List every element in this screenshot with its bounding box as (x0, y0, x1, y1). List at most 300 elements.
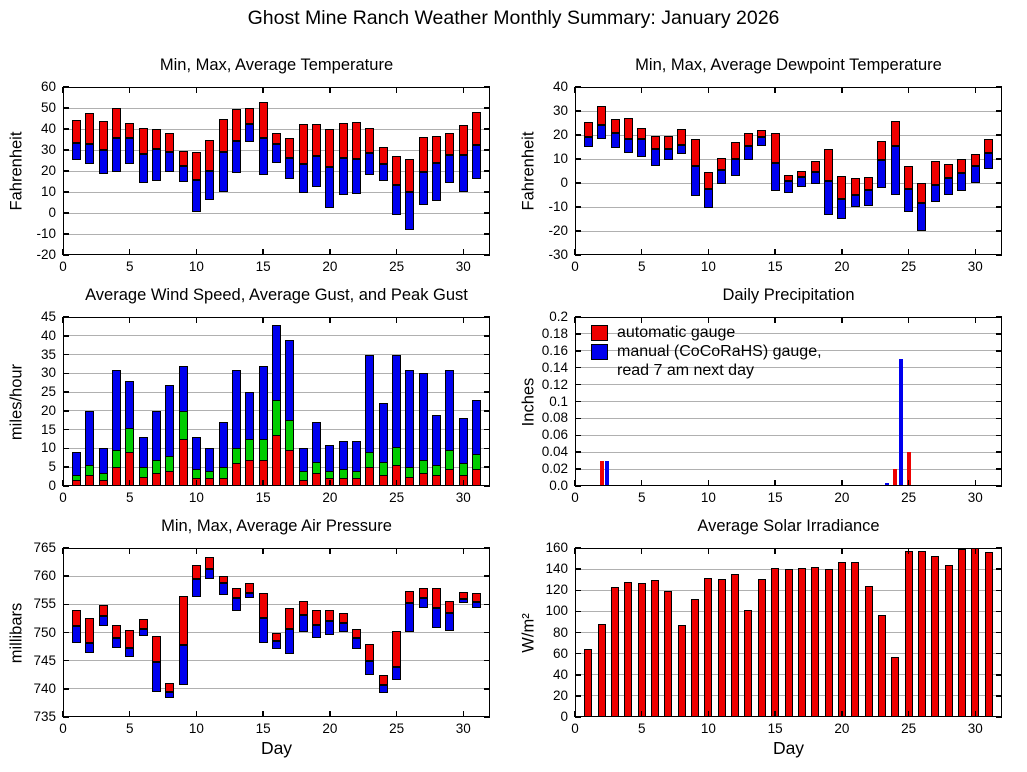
bar-min-to-avg (944, 178, 953, 195)
y-tick-mark (575, 418, 581, 420)
x-tick-mark (841, 249, 843, 255)
bar-avg-to-max (624, 118, 633, 138)
y-tick-mark (575, 435, 581, 437)
x-tick-label: 10 (188, 259, 204, 274)
bar-average-wind-speed (205, 478, 214, 486)
x-tick-mark (62, 548, 64, 554)
y-tick-mark (63, 688, 69, 690)
x-tick-mark (708, 480, 710, 486)
bar-min-to-avg (139, 154, 148, 182)
y-tick-mark (575, 485, 581, 487)
y-tick-mark (63, 604, 69, 606)
y-tick-label: 20 (552, 687, 568, 703)
chart-title: Average Wind Speed, Average Gust, and Peak Gust (85, 286, 468, 304)
x-tick-mark (396, 317, 398, 323)
chart-title: Daily Precipitation (722, 286, 855, 304)
y-tick-label: 0.16 (541, 342, 568, 358)
y-tick-mark (575, 86, 581, 88)
bar-avg-to-max (285, 138, 294, 158)
x-tick-mark (574, 317, 576, 323)
bar-min-to-avg (904, 189, 913, 212)
x-tick-mark (641, 548, 643, 554)
y-tick-mark (996, 350, 1002, 352)
bar-solar (958, 549, 966, 717)
bar-min-to-avg (339, 623, 348, 631)
y-tick-mark (63, 547, 69, 549)
bar-min-to-avg (597, 125, 606, 138)
bar-min-to-avg (179, 645, 188, 685)
bar-min-to-avg (624, 139, 633, 153)
x-tick-label: 15 (255, 721, 271, 736)
x-tick-label: 30 (455, 721, 471, 736)
bar-avg-to-max (179, 151, 188, 166)
bar-avg-to-max (192, 152, 201, 180)
x-tick-label: 25 (389, 490, 405, 505)
gridline (575, 159, 1002, 160)
bar-avg-to-max (811, 161, 820, 172)
bar-solar (771, 568, 779, 717)
x-tick-mark (329, 480, 331, 486)
bar-min-to-avg (744, 146, 753, 160)
x-tick-mark (196, 480, 198, 486)
x-tick-label: 25 (901, 490, 917, 505)
x-tick-mark (129, 317, 131, 323)
gridline (63, 576, 490, 577)
bar-solar (825, 569, 833, 717)
y-tick-label: -10 (548, 199, 568, 214)
plot-area (63, 317, 490, 486)
bar-min-to-avg (152, 662, 161, 692)
gridline (63, 660, 490, 661)
y-axis-label: Fahrenheit (7, 131, 26, 211)
bar-avg-to-max (312, 610, 321, 625)
bar-min-to-avg (192, 579, 201, 597)
y-tick-label: 5 (48, 459, 56, 475)
x-tick-mark (129, 711, 131, 717)
y-axis-label: W/m² (519, 612, 538, 653)
y-tick-mark (996, 653, 1002, 655)
bar-solar (931, 556, 939, 717)
x-tick-mark (262, 87, 264, 93)
x-tick-label: 15 (255, 259, 271, 274)
bar-min-to-avg (85, 643, 94, 653)
x-tick-mark (396, 548, 398, 554)
bar-avg-to-max (339, 123, 348, 159)
bar-avg-to-max (611, 119, 620, 132)
bar-precip (893, 469, 897, 486)
x-tick-mark (908, 480, 910, 486)
bar-min-to-avg (205, 171, 214, 200)
chart-panel-pressure (7, 517, 490, 758)
y-tick-label: 20 (40, 402, 56, 418)
y-tick-label: 45 (40, 309, 56, 324)
x-tick-mark (329, 249, 331, 255)
plot-area (63, 548, 490, 717)
y-tick-mark (484, 604, 490, 606)
bar-average-wind-speed (472, 469, 481, 486)
y-tick-mark (484, 191, 490, 193)
x-tick-mark (129, 249, 131, 255)
x-axis-label: Day (260, 738, 293, 758)
bar-avg-to-max (365, 128, 374, 153)
y-tick-label: 735 (33, 709, 56, 724)
y-tick-mark (484, 233, 490, 235)
x-tick-mark (329, 548, 331, 554)
bar-avg-to-max (445, 133, 454, 155)
bar-average-wind-speed (272, 435, 281, 486)
bar-min-to-avg (877, 160, 886, 188)
gridline (63, 213, 490, 214)
bar-average-wind-speed (219, 478, 228, 486)
bar-min-to-avg (125, 648, 134, 658)
y-tick-mark (575, 316, 581, 318)
x-tick-mark (396, 711, 398, 717)
bar-min-to-avg (757, 137, 766, 145)
bar-solar (704, 578, 712, 717)
plot-area (575, 548, 1002, 717)
bar-avg-to-max (771, 133, 780, 163)
bar-avg-to-max (677, 129, 686, 145)
y-tick-label: -20 (36, 247, 56, 262)
y-tick-label: 760 (33, 568, 56, 584)
y-tick-mark (996, 568, 1002, 570)
y-tick-mark (484, 688, 490, 690)
y-tick-mark (996, 547, 1002, 549)
y-tick-label: -30 (548, 247, 568, 262)
bar-average-wind-speed (232, 463, 241, 486)
bar-solar (985, 552, 993, 717)
y-tick-mark (575, 674, 581, 676)
gridline (575, 435, 1002, 436)
x-tick-mark (841, 548, 843, 554)
y-tick-mark (63, 660, 69, 662)
x-axis-label: Day (772, 738, 805, 758)
bar-avg-to-max (419, 137, 428, 172)
x-tick-label: 20 (834, 259, 850, 274)
gridline (575, 452, 1002, 453)
y-tick-label: 40 (552, 666, 568, 682)
bar-avg-to-max (179, 596, 188, 645)
chart-panel-solar (519, 517, 1002, 758)
bar-min-to-avg (811, 172, 820, 184)
bar-min-to-avg (112, 638, 121, 649)
y-tick-mark (996, 158, 1002, 160)
bar-min-to-avg (797, 177, 806, 187)
gridline (575, 384, 1002, 385)
x-tick-mark (396, 249, 398, 255)
bar-avg-to-max (152, 129, 161, 149)
x-tick-mark (708, 249, 710, 255)
bar-min-to-avg (72, 626, 81, 643)
x-tick-mark (641, 249, 643, 255)
bar-min-to-avg (259, 138, 268, 175)
y-tick-mark (484, 485, 490, 487)
x-tick-label: 15 (767, 259, 783, 274)
bar-avg-to-max (944, 164, 953, 178)
x-tick-mark (641, 480, 643, 486)
y-tick-mark (63, 354, 69, 356)
bar-avg-to-max (784, 175, 793, 181)
chart-title: Min, Max, Average Dewpoint Temperature (635, 56, 942, 74)
x-tick-mark (463, 317, 465, 323)
bar-min-to-avg (245, 593, 254, 598)
y-tick-mark (63, 485, 69, 487)
y-tick-mark (575, 716, 581, 718)
bar-min-to-avg (459, 599, 468, 603)
y-tick-mark (63, 716, 69, 718)
x-tick-label: 0 (571, 259, 579, 274)
x-tick-mark (329, 711, 331, 717)
bar-avg-to-max (392, 156, 401, 184)
bar-avg-to-max (299, 601, 308, 615)
y-tick-mark (63, 316, 69, 318)
y-tick-label: 25 (40, 384, 56, 400)
x-tick-mark (463, 480, 465, 486)
bar-average-wind-speed (245, 460, 254, 486)
y-tick-mark (575, 568, 581, 570)
bar-solar (905, 551, 913, 717)
x-tick-mark (62, 87, 64, 93)
y-tick-mark (63, 410, 69, 412)
bar-min-to-avg (285, 629, 294, 654)
y-tick-mark (575, 182, 581, 184)
chart-panel-wind (7, 286, 490, 505)
x-tick-mark (196, 249, 198, 255)
bar-avg-to-max (325, 129, 334, 167)
x-tick-mark (574, 548, 576, 554)
bar-average-wind-speed (405, 477, 414, 486)
x-tick-label: 0 (571, 721, 579, 736)
bar-min-to-avg (432, 163, 441, 202)
bar-solar (945, 565, 953, 717)
bar-average-wind-speed (312, 473, 321, 486)
x-tick-mark (708, 548, 710, 554)
bar-min-to-avg (72, 143, 81, 161)
y-tick-label: 745 (33, 652, 56, 668)
y-tick-label: 0.1 (549, 393, 568, 409)
x-tick-mark (262, 249, 264, 255)
bar-avg-to-max (731, 142, 740, 159)
bar-avg-to-max (864, 177, 873, 190)
bar-avg-to-max (432, 136, 441, 162)
bar-min-to-avg (192, 180, 201, 212)
bar-min-to-avg (651, 149, 660, 166)
bar-solar (785, 569, 793, 717)
bar-avg-to-max (445, 601, 454, 613)
y-tick-mark (996, 110, 1002, 112)
bar-avg-to-max (824, 149, 833, 180)
bar-avg-to-max (917, 183, 926, 203)
bar-average-wind-speed (72, 480, 81, 486)
bar-avg-to-max (325, 610, 334, 621)
x-tick-mark (262, 317, 264, 323)
legend-line: read 7 am next day (617, 362, 754, 379)
bar-min-to-avg (99, 150, 108, 174)
y-tick-label: 40 (40, 327, 56, 343)
bar-average-wind-speed (419, 473, 428, 486)
y-tick-mark (575, 350, 581, 352)
bar-precip (605, 461, 609, 486)
bar-solar (811, 567, 819, 717)
bar-avg-to-max (259, 593, 268, 618)
bar-min-to-avg (179, 166, 188, 182)
y-tick-mark (575, 401, 581, 403)
y-tick-mark (575, 653, 581, 655)
bar-min-to-avg (272, 641, 281, 649)
y-tick-mark (484, 466, 490, 468)
bar-min-to-avg (419, 172, 428, 205)
bar-average-wind-speed (285, 450, 294, 486)
bar-min-to-avg (837, 199, 846, 219)
bar-avg-to-max (192, 565, 201, 579)
bar-average-wind-speed (179, 439, 188, 486)
bar-avg-to-max (472, 112, 481, 145)
x-tick-label: 10 (700, 259, 716, 274)
y-tick-mark (996, 134, 1002, 136)
bar-min-to-avg (677, 145, 686, 155)
bar-avg-to-max (472, 593, 481, 603)
bar-min-to-avg (205, 569, 214, 579)
y-tick-label: 140 (545, 561, 568, 577)
x-tick-mark (908, 711, 910, 717)
bar-min-to-avg (285, 158, 294, 179)
x-tick-label: 25 (901, 259, 917, 274)
y-tick-label: 10 (40, 440, 56, 456)
bar-avg-to-max (219, 576, 228, 583)
bar-precip (885, 483, 889, 486)
bar-min-to-avg (139, 629, 148, 636)
x-tick-mark (196, 548, 198, 554)
bar-min-to-avg (891, 146, 900, 195)
bar-min-to-avg (352, 159, 361, 194)
y-tick-label: 10 (40, 184, 56, 199)
y-tick-label: 35 (40, 346, 56, 362)
bar-solar (664, 591, 672, 717)
bar-min-to-avg (312, 625, 321, 638)
bar-min-to-avg (717, 170, 726, 184)
y-tick-label: 750 (33, 624, 56, 640)
bar-avg-to-max (637, 128, 646, 139)
bar-average-wind-speed (152, 473, 161, 486)
y-tick-mark (484, 149, 490, 151)
gridline (575, 111, 1002, 112)
x-tick-label: 5 (125, 490, 134, 505)
bar-avg-to-max (584, 122, 593, 138)
x-tick-label: 0 (59, 259, 67, 274)
bar-avg-to-max (877, 141, 886, 160)
y-tick-label: 60 (40, 79, 56, 94)
bar-avg-to-max (797, 171, 806, 177)
bar-min-to-avg (851, 195, 860, 207)
bar-min-to-avg (392, 667, 401, 680)
bar-min-to-avg (931, 185, 940, 202)
bar-avg-to-max (139, 619, 148, 629)
y-tick-mark (63, 466, 69, 468)
bar-solar (731, 574, 739, 717)
plot-area (575, 87, 1002, 255)
y-tick-mark (63, 391, 69, 393)
bar-min-to-avg (219, 583, 228, 595)
bar-avg-to-max (405, 591, 414, 603)
bar-average-wind-speed (85, 475, 94, 486)
bar-solar (798, 568, 806, 717)
bar-avg-to-max (851, 178, 860, 195)
x-tick-mark (463, 548, 465, 554)
y-tick-label: 50 (40, 100, 56, 115)
legend-label (617, 323, 735, 342)
x-tick-mark (329, 317, 331, 323)
bar-min-to-avg (85, 144, 94, 164)
y-tick-mark (63, 429, 69, 431)
y-tick-mark (996, 206, 1002, 208)
y-tick-mark (484, 128, 490, 130)
y-tick-mark (63, 233, 69, 235)
x-tick-label: 30 (967, 259, 983, 274)
y-tick-label: 0.14 (541, 359, 568, 375)
y-tick-mark (996, 716, 1002, 718)
x-tick-mark (262, 711, 264, 717)
x-tick-mark (262, 480, 264, 486)
bar-avg-to-max (112, 625, 121, 637)
legend-swatch (591, 344, 608, 360)
x-tick-label: 10 (700, 721, 716, 736)
x-tick-label: 25 (389, 721, 405, 736)
x-tick-mark (841, 711, 843, 717)
bar-avg-to-max (904, 166, 913, 189)
x-tick-label: 0 (571, 490, 579, 505)
y-tick-label: -10 (36, 226, 56, 241)
bar-avg-to-max (259, 102, 268, 139)
bar-avg-to-max (125, 123, 134, 139)
y-tick-mark (575, 590, 581, 592)
x-tick-mark (841, 87, 843, 93)
y-tick-mark (484, 212, 490, 214)
y-tick-mark (63, 373, 69, 375)
bar-min-to-avg (312, 156, 321, 186)
bar-avg-to-max (72, 120, 81, 143)
legend-entry (591, 342, 822, 380)
y-tick-mark (996, 367, 1002, 369)
x-tick-label: 5 (637, 721, 646, 736)
bar-min-to-avg (432, 608, 441, 628)
y-tick-label: 80 (552, 624, 568, 640)
bar-min-to-avg (379, 164, 388, 182)
bar-average-wind-speed (299, 480, 308, 486)
y-tick-label: 30 (40, 142, 56, 157)
bar-solar (611, 587, 619, 717)
y-tick-label: 0.18 (541, 325, 568, 341)
x-tick-mark (196, 711, 198, 717)
y-tick-mark (575, 134, 581, 136)
x-tick-mark (463, 87, 465, 93)
bar-avg-to-max (597, 106, 606, 125)
y-tick-mark (996, 451, 1002, 453)
y-tick-mark (575, 333, 581, 335)
bar-avg-to-max (691, 139, 700, 167)
x-tick-mark (463, 711, 465, 717)
y-tick-mark (63, 254, 69, 256)
y-tick-label: 755 (33, 596, 56, 612)
gridline (575, 401, 1002, 402)
y-tick-label: 30 (552, 103, 568, 118)
x-tick-mark (841, 480, 843, 486)
bar-min-to-avg (637, 139, 646, 157)
bar-avg-to-max (957, 159, 966, 173)
x-tick-label: 15 (767, 490, 783, 505)
bar-avg-to-max (757, 130, 766, 137)
bar-avg-to-max (272, 633, 281, 641)
x-tick-mark (396, 480, 398, 486)
